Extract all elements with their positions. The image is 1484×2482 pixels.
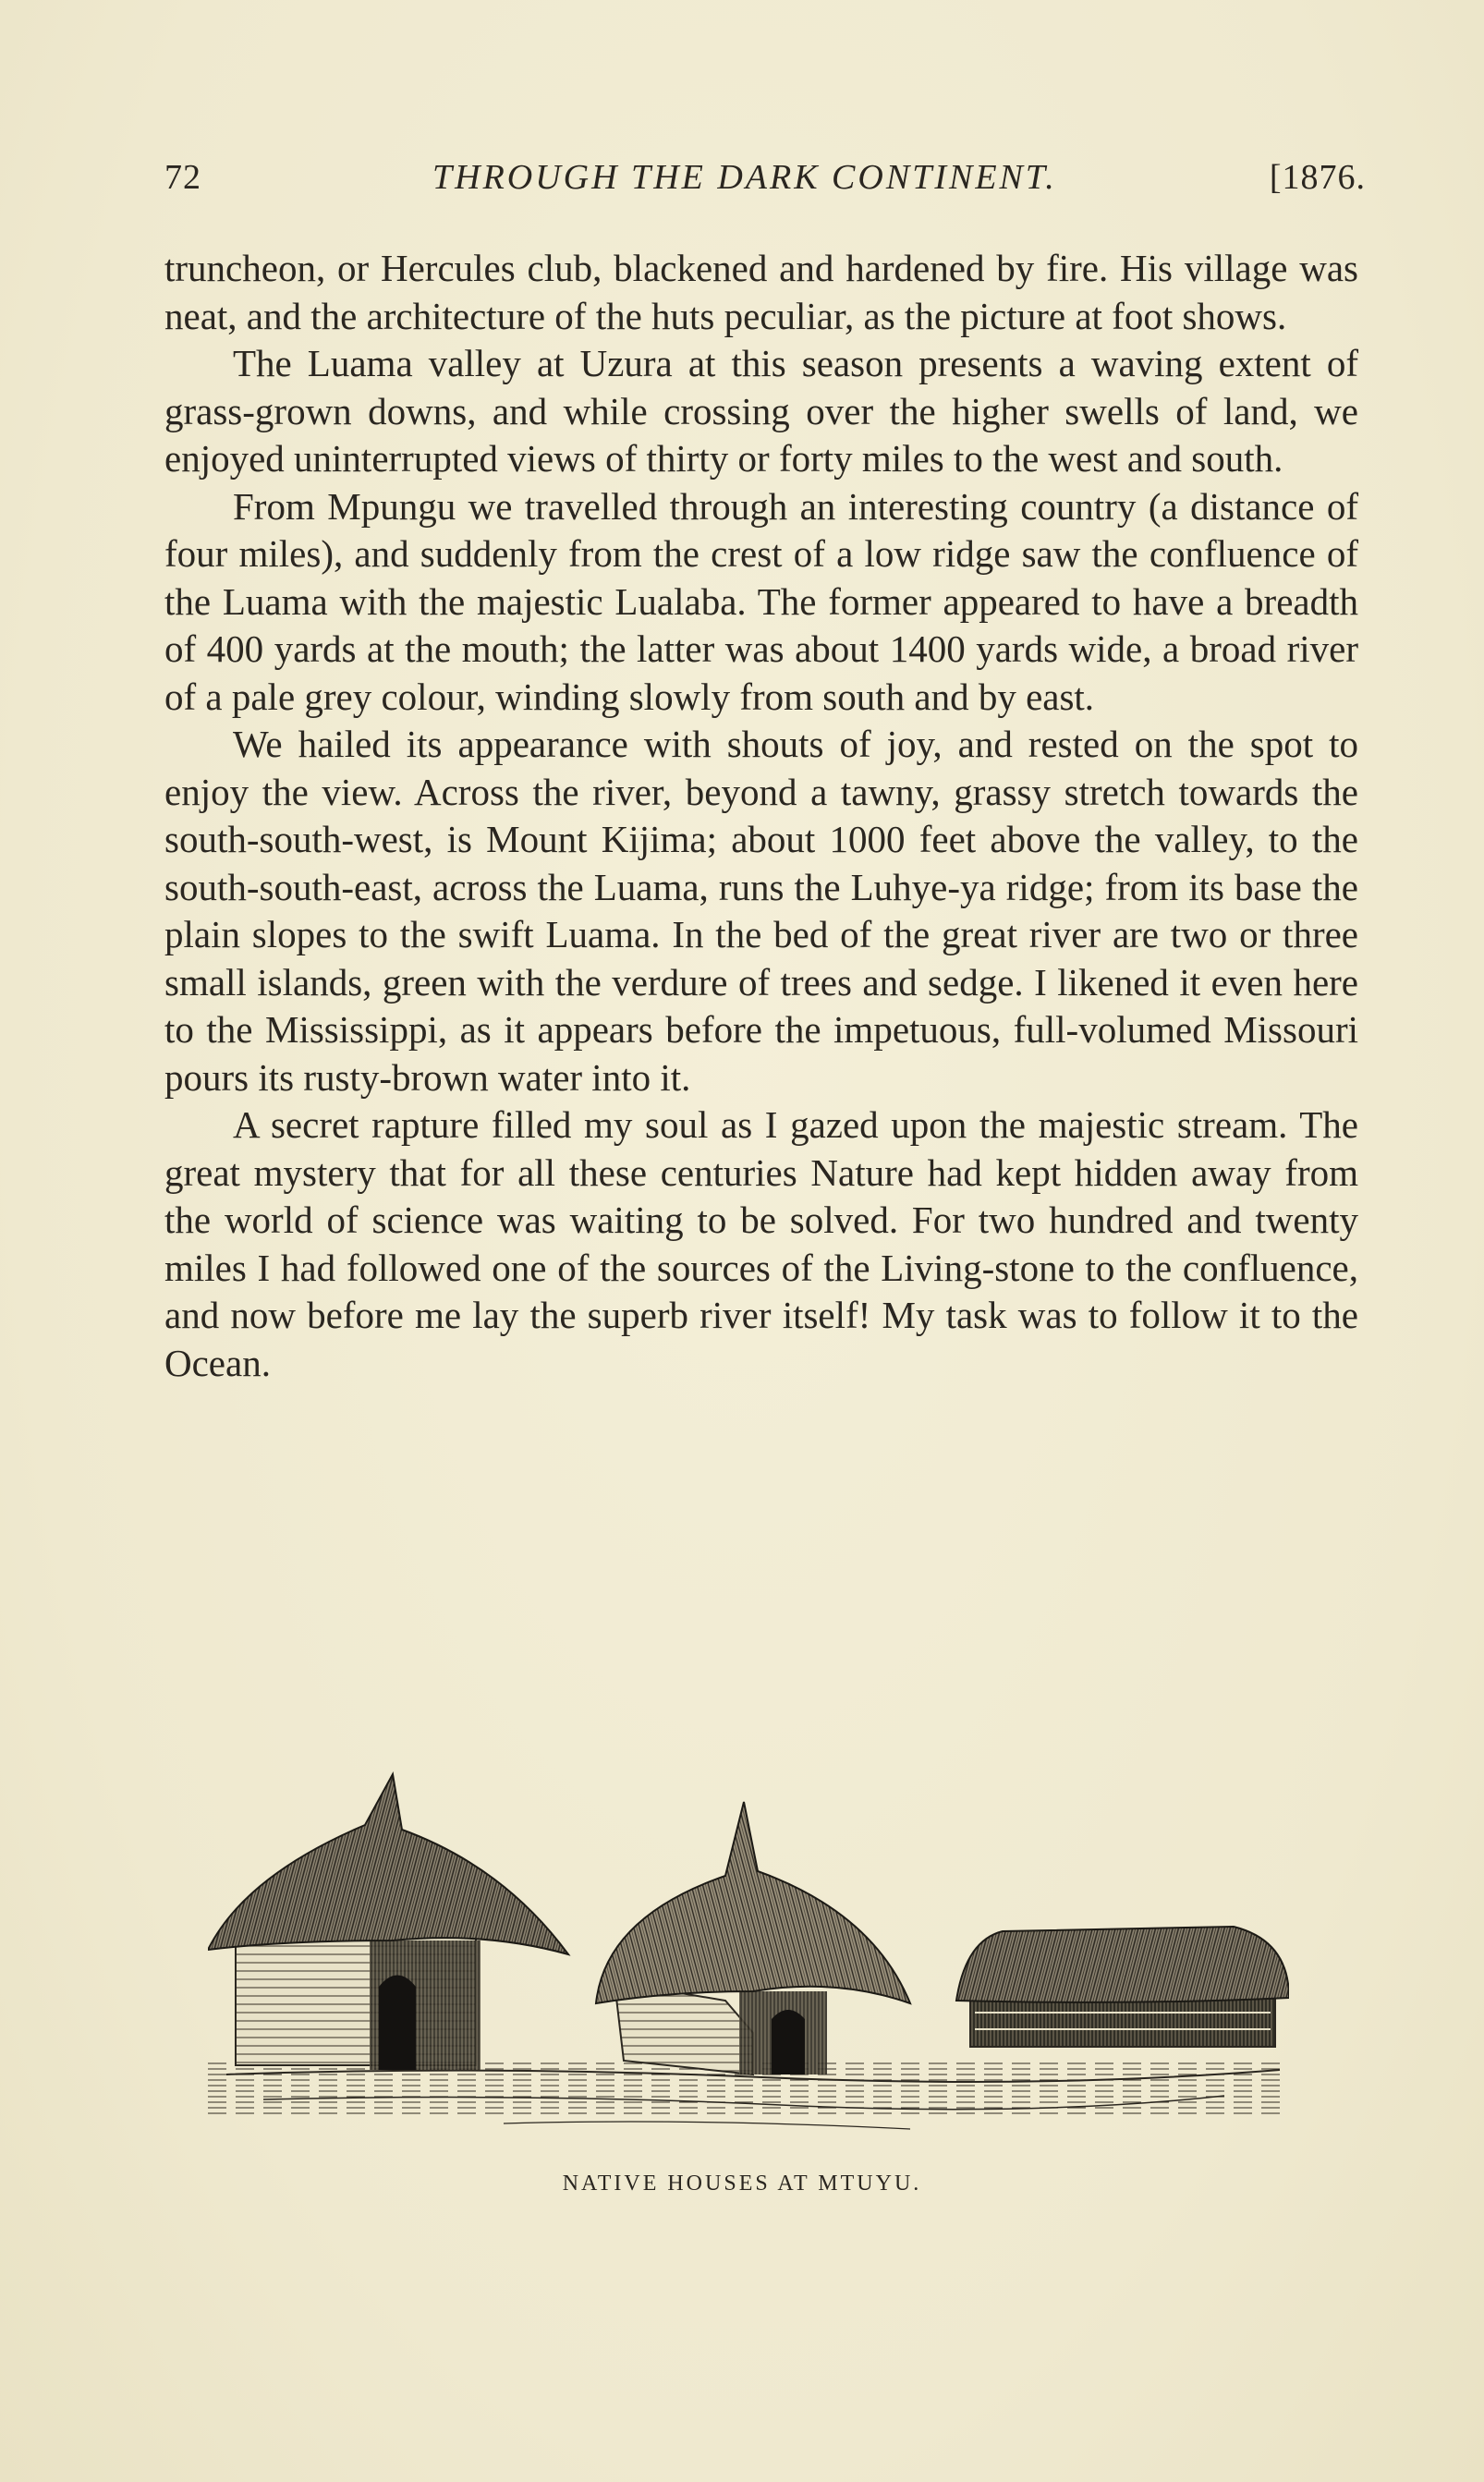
native-houses-engraving bbox=[208, 1756, 1289, 2153]
engraving-illustration bbox=[208, 1756, 1289, 2153]
figure-caption: NATIVE HOUSES AT MTUYU. bbox=[562, 2172, 922, 2196]
page-header bbox=[164, 157, 1366, 203]
paragraph-1: truncheon, or Hercules club, blackened and hardened by fire. His village was neat, and the architecture of the huts peculiar, as the picture at foot shows. bbox=[164, 247, 1358, 337]
paragraph-3: From Mpungu we travelled through an interesting country (a distance of four miles), and suddenly from the crest of a low ridge saw the confluence of the Luama with the majestic Lualaba. The former appeared to have a breadth of 400 yards at the mouth; the latter was about 1400 yards wide, a broad river of a pale grey colour, winding slowly from south and by east. bbox=[164, 484, 1358, 718]
body-text bbox=[164, 245, 1358, 1387]
hut-right bbox=[956, 1927, 1289, 2047]
paragraph-4: We hailed its appearance with shouts of joy, and rested on the spot to enjoy the view. Across the river, beyond a tawny, grassy stretch towards the south-south-west, is Mount Kijima; about 1000 feet above the valley, to the south-south-east, across the Luama, runs the Luhye-ya ridge; from its base the plain slopes to the swift Luama. In the bed of the great river are two or three small islands, green with the verdure of trees and sedge. I likened it even here to the Mississippi, as it appears before the impetuous, full-volumed Missouri pours its rusty-brown water into it. bbox=[164, 723, 1358, 1099]
running-title: THROUGH THE DARK CONTINENT. bbox=[432, 158, 1057, 197]
hut-center bbox=[596, 1802, 910, 2074]
page-number: 72 bbox=[164, 158, 201, 197]
header-year: [1876. bbox=[1269, 158, 1366, 197]
hut-left bbox=[208, 1774, 568, 2070]
paragraph-2: The Luama valley at Uzura at this season presents a waving extent of grass-grown downs, and while crossing over the higher swells of land, we enjoyed uninterrupted views of thirty or forty miles to the west and south. bbox=[164, 342, 1358, 480]
paragraph-5: A secret rapture filled my soul as I gazed upon the majestic stream. The great mystery that for all these centuries Nature had kept hidden away from the world of science was waiting to be solved. For two hundred and twenty miles I had followed one of the sources of the Living-stone to the confluence, and now before me lay the superb river itself! My task was to follow it to the Ocean. bbox=[164, 1103, 1358, 1384]
